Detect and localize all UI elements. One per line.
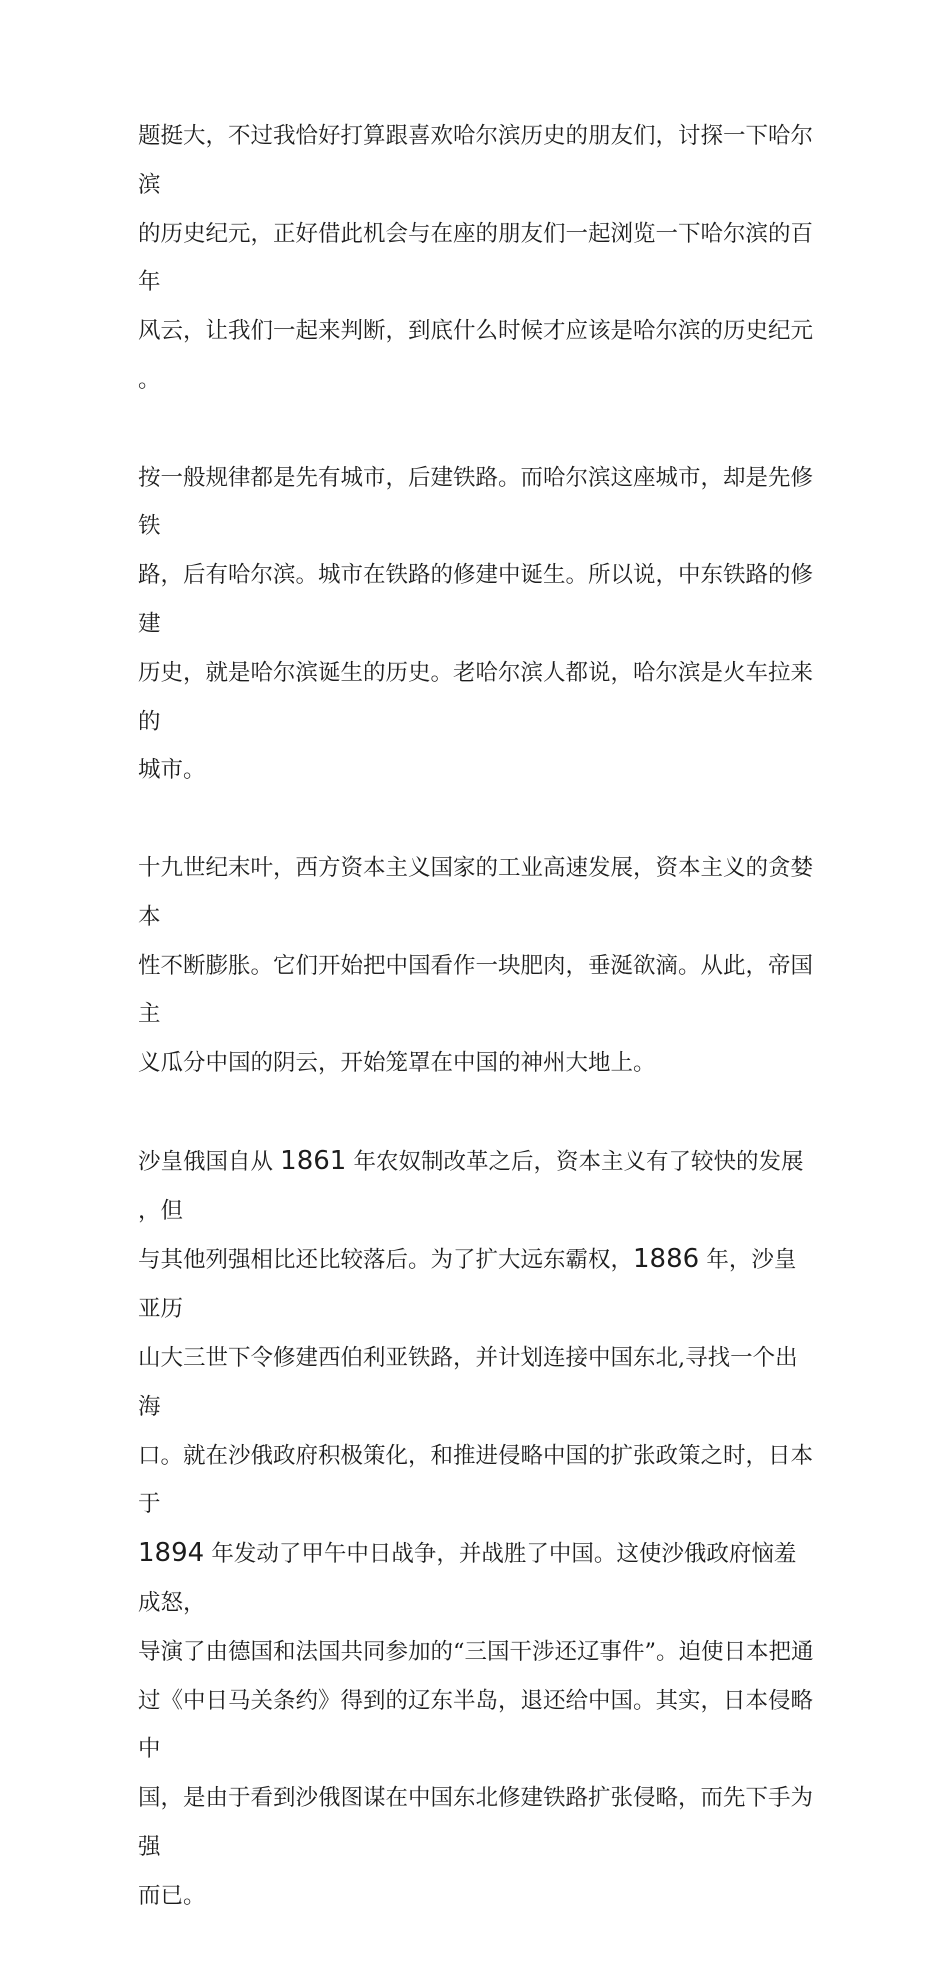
paragraph-line: 与其他列强相比还比较落后。为了扩大远东霸权，1886 年，沙皇亚历: [138, 1244, 797, 1323]
paragraph-line: 义瓜分中国的阴云，开始笼罩在中国的神州大地上。: [138, 1050, 656, 1077]
paragraph-line: 沙皇俄国自从 1861 年农奴制改革之后，资本主义有了较快的发展，但: [138, 1145, 804, 1224]
paragraph-line: 十九世纪末叶，西方资本主义国家的工业高速发展，资本主义的贪婪本: [138, 854, 814, 930]
paragraph-2: [138, 454, 818, 796]
paragraph-line: 城市。: [138, 757, 206, 784]
year-number: 1886: [633, 1244, 700, 1275]
year-number: 1894: [138, 1538, 205, 1569]
paragraph-line: 口。就在沙俄政府积极策化，和推进侵略中国的扩张政策之时，日本于: [138, 1442, 814, 1518]
paragraph-line: 风云，让我们一起来判断，到底什么时候才应该是哈尔滨的历史纪元。: [138, 318, 814, 393]
paragraph-line: 性不断膨胀。它们开始把中国看作一块肥肉，垂涎欲滴。从此，帝国主: [138, 952, 814, 1028]
paragraph-line: 按一般规律都是先有城市，后建铁路。而哈尔滨这座城市，却是先修铁: [138, 464, 814, 540]
paragraph-line: 的历史纪元，正好借此机会与在座的朋友们一起浏览一下哈尔滨的百年: [138, 220, 814, 296]
paragraph-line: 过《中日马关条约》得到的辽东半岛，退还给中国。其实，日本侵略中: [138, 1687, 814, 1763]
year-number: 1861: [280, 1145, 347, 1176]
paragraph-1: [138, 112, 818, 405]
paragraph-line: 1894 年发动了甲午中日战争，并战胜了中国。这使沙俄政府恼羞成怒，: [138, 1538, 797, 1616]
paragraph-line: 导演了由德国和法国共同参加的“三国干涉还辽事件”。迫使日本把通: [138, 1638, 814, 1665]
paragraph-line: 而已。: [138, 1882, 206, 1909]
paragraph-3: [138, 844, 818, 1088]
paragraph-line: 国，是由于看到沙俄图谋在中国东北修建铁路扩张侵略，而先下手为强: [138, 1785, 814, 1860]
document-body: [138, 112, 818, 1969]
paragraph-line: 历史，就是哈尔滨诞生的历史。老哈尔滨人都说，哈尔滨是火车拉来的: [138, 659, 814, 735]
paragraph-line: 题挺大，不过我恰好打算跟喜欢哈尔滨历史的朋友们，讨探一下哈尔滨: [138, 123, 814, 198]
paragraph-line: 山大三世下令修建西伯利亚铁路，并计划连接中国东北,寻找一个出海: [138, 1344, 798, 1420]
paragraph-line: 路，后有哈尔滨。城市在铁路的修建中诞生。所以说，中东铁路的修建: [138, 562, 814, 637]
paragraph-4: [138, 1137, 818, 1921]
